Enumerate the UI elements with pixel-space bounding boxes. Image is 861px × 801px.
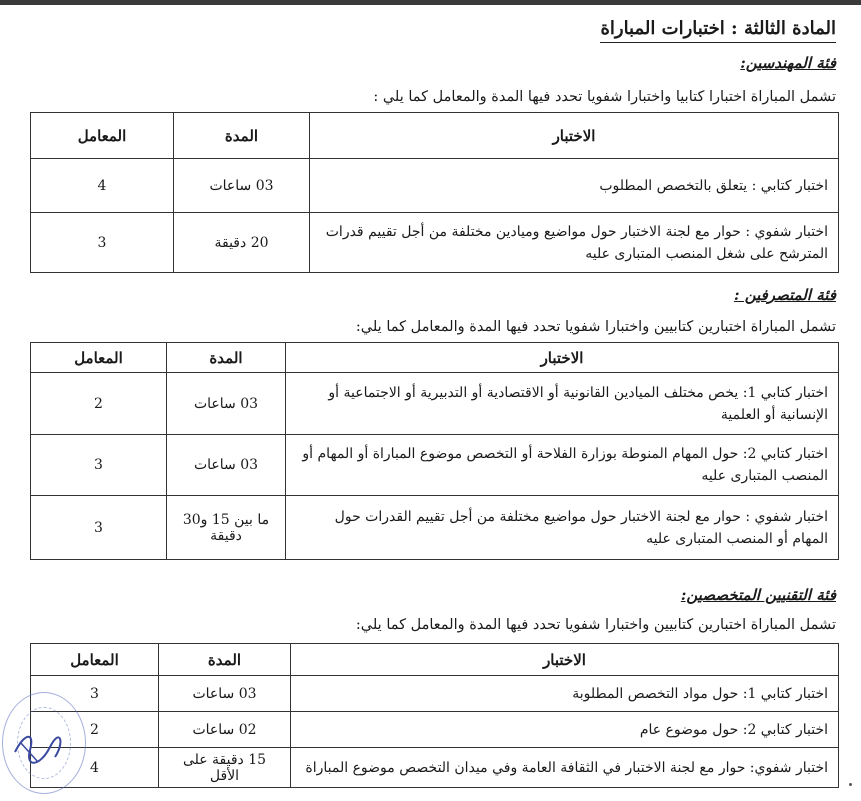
header-test: الاختبار	[286, 343, 839, 373]
document-page	[0, 5, 861, 801]
row-coefficient: 3	[31, 435, 167, 496]
row-test: اختبار كتابي 1: يخص مختلف الميادين القانونية أو الاقتصادية أو التدبيرية أو الاجتماعية أو الإنسانية أو العلمية	[286, 373, 839, 435]
row-test: اختبار كتابي 2: حول موضوع عام	[291, 712, 839, 748]
row-duration: 20 دقيقة	[174, 213, 310, 273]
row-coefficient: 2	[31, 712, 159, 748]
row-coefficient: 3	[31, 496, 167, 560]
row-test: اختبار شفوي: حوار مع لجنة الاختبار في الثقافة العامة وفي ميدان التخصص موضوع المباراة	[291, 748, 839, 788]
row-test: اختبار كتابي 2: حول المهام المنوطة بوزارة الفلاحة أو التخصص موضوع المباراة أو المهام أو المنصب المتبارى عليه	[286, 435, 839, 496]
row-coefficient: 3	[31, 676, 159, 712]
row-test: اختبار شفوي : حوار مع لجنة الاختبار حول مواضيع مختلفة من أجل تقييم القدرات حول المهام أو المنصب المتبارى عليه	[286, 496, 839, 560]
table-administrators	[30, 342, 839, 560]
header-duration: المدة	[159, 644, 291, 676]
row-coefficient: 2	[31, 373, 167, 435]
section-intro-administrators: تشمل المباراة اختبارين كتابيين واختبارا شفويا تحدد فيها المدة والمعامل كما يلي:	[355, 319, 836, 335]
table-row	[31, 496, 839, 560]
header-test: الاختبار	[310, 113, 839, 159]
row-coefficient: 3	[31, 213, 174, 273]
table-header-row	[31, 343, 839, 373]
row-duration: 02 ساعات	[159, 712, 291, 748]
header-coefficient: المعامل	[31, 343, 167, 373]
signature-mark	[10, 722, 70, 772]
row-duration: ما بين 15 و30 دقيقة	[167, 496, 286, 560]
header-coefficient: المعامل	[31, 644, 159, 676]
table-row	[31, 712, 839, 748]
table-technicians	[30, 643, 839, 788]
article-title: المادة الثالثة : اختبارات المباراة	[600, 17, 836, 43]
header-duration: المدة	[167, 343, 286, 373]
section-title-administrators: فئة المتصرفين :	[733, 286, 836, 304]
table-row	[31, 676, 839, 712]
header-test: الاختبار	[291, 644, 839, 676]
table-row	[31, 213, 839, 273]
row-duration: 15 دقيقة على الأقل	[159, 748, 291, 788]
row-coefficient: 4	[31, 159, 174, 213]
row-duration: 03 ساعات	[174, 159, 310, 213]
table-header-row	[31, 644, 839, 676]
row-test: اختبار كتابي 1: حول مواد التخصص المطلوبة	[291, 676, 839, 712]
table-row	[31, 435, 839, 496]
header-coefficient: المعامل	[31, 113, 174, 159]
row-duration: 03 ساعات	[167, 435, 286, 496]
table-row	[31, 159, 839, 213]
table-row	[31, 748, 839, 788]
section-title-engineers: فئة المهندسين:	[740, 54, 836, 72]
row-test: اختبار شفوي : حوار مع لجنة الاختبار حول مواضيع وميادين مختلفة من أجل تقييم قدرات المترشح على شغل المنصب المتبارى عليه	[310, 213, 839, 273]
row-coefficient: 4	[31, 748, 159, 788]
row-test: اختبار كتابي : يتعلق بالتخصص المطلوب	[310, 159, 839, 213]
section-intro-technicians: تشمل المباراة اختبارين كتابيين واختبارا شفويا تحدد فيها المدة والمعامل كما يلي:	[355, 617, 836, 633]
header-duration: المدة	[174, 113, 310, 159]
row-duration: 03 ساعات	[167, 373, 286, 435]
margin-dot	[849, 783, 852, 786]
table-header-row	[31, 113, 839, 159]
table-engineers	[30, 112, 839, 273]
section-title-technicians: فئة التقنيين المتخصصين:	[680, 586, 836, 604]
section-intro-engineers: تشمل المباراة اختبارا كتابيا واختبارا شفويا تحدد فيها المدة والمعامل كما يلي :	[373, 89, 836, 105]
table-row	[31, 373, 839, 435]
row-duration: 03 ساعات	[159, 676, 291, 712]
